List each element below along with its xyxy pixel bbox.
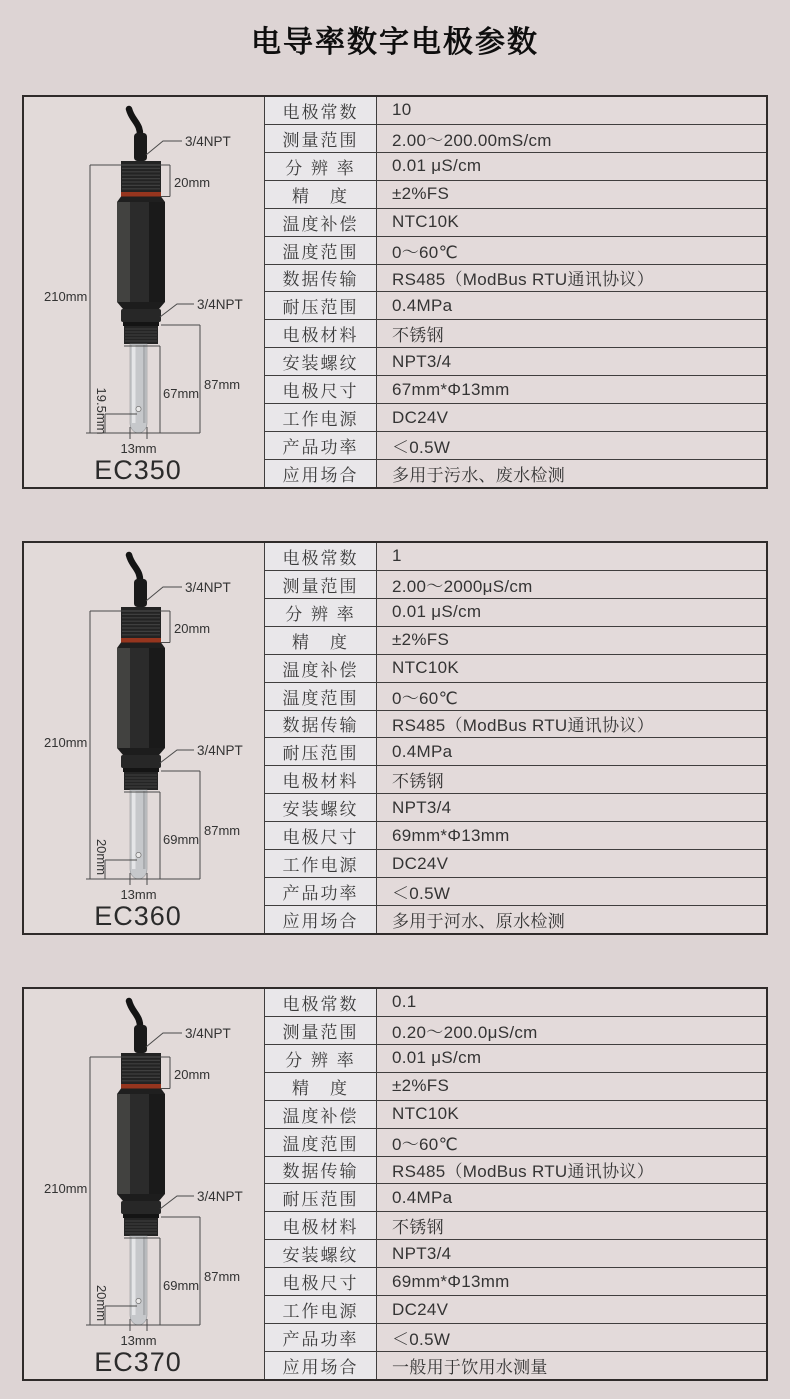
spec-row: [265, 124, 766, 152]
spec-row: [265, 1044, 766, 1072]
spec-label: 电极尺寸: [265, 1268, 377, 1295]
spec-value: DC24V: [377, 1296, 766, 1323]
spec-label: 温度补偿: [265, 655, 377, 682]
spec-value: 0.01 μS/cm: [377, 153, 766, 180]
spec-row: [265, 375, 766, 403]
spec-value: RS485（ModBus RTU通讯协议）: [377, 1157, 766, 1184]
spec-row: [265, 1323, 766, 1351]
spec-label: 工作电源: [265, 404, 377, 431]
dim-immersion-length: 87mm: [204, 1269, 241, 1284]
spec-value: 0～60℃: [377, 1129, 766, 1156]
spec-row: [265, 97, 766, 124]
model-label: EC360: [94, 901, 182, 931]
spec-row: [265, 682, 766, 710]
body-bevel: [117, 643, 165, 649]
spec-value: ＜0.5W: [377, 432, 766, 459]
spec-row: [265, 793, 766, 821]
dim-immersion-length: 87mm: [204, 377, 241, 392]
spec-row: [265, 431, 766, 459]
electrode-svg: [24, 97, 264, 487]
spec-row: [265, 626, 766, 654]
spec-label: 电极尺寸: [265, 376, 377, 403]
o-ring: [121, 192, 161, 197]
spec-value: 67mm*Φ13mm: [377, 376, 766, 403]
spec-label: 温度范围: [265, 237, 377, 264]
sensor-drawing: [117, 1001, 165, 1325]
spec-row: [265, 152, 766, 180]
spec-label: 应用场合: [265, 906, 377, 933]
dim-total-length: 210mm: [44, 289, 88, 304]
spec-value: ±2%FS: [377, 1073, 766, 1100]
spec-value: NTC10K: [377, 1101, 766, 1128]
dim-hole-offset: 19.5mm: [94, 387, 109, 435]
spec-value: 0.01 μS/cm: [377, 599, 766, 626]
dim-hole-offset: 20mm: [94, 1284, 109, 1322]
spec-label: 分 辨 率: [265, 599, 377, 626]
spec-value: 0.01 μS/cm: [377, 1045, 766, 1072]
spec-value: 0.4MPa: [377, 292, 766, 319]
dim-probe-diameter: 13mm: [120, 1333, 157, 1348]
collar: [123, 768, 159, 772]
spec-label: 工作电源: [265, 850, 377, 877]
spec-value: 不锈钢: [377, 1212, 766, 1239]
spec-row: [265, 905, 766, 933]
spec-value: 2.00～200.00mS/cm: [377, 125, 766, 152]
dim-npt-top: 3/4NPT: [185, 1026, 231, 1041]
body-bevel: [117, 1089, 165, 1095]
spec-value: NPT3/4: [377, 348, 766, 375]
spec-label: 耐压范围: [265, 292, 377, 319]
spec-value: NTC10K: [377, 209, 766, 236]
spec-label: 数据传输: [265, 1157, 377, 1184]
spec-row: [265, 1016, 766, 1044]
spec-value: 69mm*Φ13mm: [377, 822, 766, 849]
spec-value: 0.1: [377, 989, 766, 1016]
probe-hole: [136, 406, 141, 411]
spec-value: 0.4MPa: [377, 738, 766, 765]
hex-nut: [121, 1201, 161, 1214]
spec-value: 多用于污水、废水检测: [377, 460, 766, 487]
cable-gland: [134, 133, 147, 161]
spec-label: 数据传输: [265, 265, 377, 292]
spec-row: [265, 570, 766, 598]
spec-label: 耐压范围: [265, 1184, 377, 1211]
spec-row: [265, 1072, 766, 1100]
spec-label: 应用场合: [265, 1352, 377, 1379]
electrode-diagram: [24, 543, 264, 933]
spec-value: NPT3/4: [377, 794, 766, 821]
spec-label: 测量范围: [265, 571, 377, 598]
dim-immersion-length: 87mm: [204, 823, 241, 838]
product-card-ec350: [22, 95, 768, 489]
spec-row: [265, 765, 766, 793]
o-ring: [121, 1084, 161, 1089]
sensor-cap-threads: [121, 607, 161, 638]
sensor-cable: [129, 109, 140, 137]
sensor-drawing: [117, 555, 165, 879]
spec-label: 产品功率: [265, 432, 377, 459]
spec-label: 电极常数: [265, 543, 377, 570]
dim-probe-length: 69mm: [163, 1278, 200, 1293]
model-label: EC350: [94, 455, 182, 485]
dim-total-length: 210mm: [44, 1181, 88, 1196]
sensor-cable: [129, 1001, 140, 1029]
dim-cap-length: 20mm: [174, 1067, 211, 1082]
spec-label: 产品功率: [265, 878, 377, 905]
electrode-diagram: [24, 97, 264, 487]
product-card-ec370: [22, 987, 768, 1381]
spec-table: [264, 989, 766, 1379]
sensor-cable: [129, 555, 140, 583]
body-bevel: [117, 197, 165, 203]
spec-row: [265, 877, 766, 905]
spec-row: [265, 236, 766, 264]
spec-label: 分 辨 率: [265, 153, 377, 180]
spec-label: 电极尺寸: [265, 822, 377, 849]
spec-row: [265, 180, 766, 208]
dim-probe-length: 67mm: [163, 386, 200, 401]
spec-label: 测量范围: [265, 1017, 377, 1044]
dim-cap-length: 20mm: [174, 175, 211, 190]
probe-hole: [136, 1298, 141, 1303]
spec-label: 安装螺纹: [265, 1240, 377, 1267]
spec-value: DC24V: [377, 404, 766, 431]
spec-label: 分 辨 率: [265, 1045, 377, 1072]
spec-label: 精 度: [265, 181, 377, 208]
hex-nut: [121, 755, 161, 768]
spec-label: 温度补偿: [265, 209, 377, 236]
spec-row: [265, 1295, 766, 1323]
spec-row: [265, 347, 766, 375]
electrode-svg: [24, 989, 264, 1379]
body-taper: [117, 748, 165, 755]
spec-label: 精 度: [265, 627, 377, 654]
spec-label: 工作电源: [265, 1296, 377, 1323]
spec-value: 一般用于饮用水测量: [377, 1352, 766, 1379]
dim-total-length: 210mm: [44, 735, 88, 750]
spec-label: 温度范围: [265, 683, 377, 710]
spec-label: 电极材料: [265, 320, 377, 347]
spec-label: 数据传输: [265, 711, 377, 738]
spec-row: [265, 1156, 766, 1184]
spec-row: [265, 1128, 766, 1156]
dim-npt-top: 3/4NPT: [185, 134, 231, 149]
collar: [123, 1214, 159, 1218]
spec-label: 温度范围: [265, 1129, 377, 1156]
spec-row: [265, 849, 766, 877]
dim-hole-offset: 20mm: [94, 838, 109, 876]
probe-hole: [136, 852, 141, 857]
spec-row: [265, 1211, 766, 1239]
dim-npt-mid: 3/4NPT: [197, 743, 243, 758]
body-taper: [117, 302, 165, 309]
spec-label: 电极材料: [265, 1212, 377, 1239]
body-taper: [117, 1194, 165, 1201]
spec-label: 应用场合: [265, 460, 377, 487]
spec-label: 电极材料: [265, 766, 377, 793]
spec-value: RS485（ModBus RTU通讯协议）: [377, 265, 766, 292]
spec-label: 电极常数: [265, 989, 377, 1016]
spec-label: 温度补偿: [265, 1101, 377, 1128]
dim-npt-top: 3/4NPT: [185, 580, 231, 595]
spec-value: 10: [377, 97, 766, 124]
spec-row: [265, 1267, 766, 1295]
spec-value: 2.00～2000μS/cm: [377, 571, 766, 598]
product-card-ec360: [22, 541, 768, 935]
electrode-diagram: [24, 989, 264, 1379]
dim-npt-mid: 3/4NPT: [197, 1189, 243, 1204]
spec-value: NPT3/4: [377, 1240, 766, 1267]
spec-value: 多用于河水、原水检测: [377, 906, 766, 933]
spec-value: NTC10K: [377, 655, 766, 682]
spec-row: [265, 1351, 766, 1379]
spec-row: [265, 208, 766, 236]
spec-label: 电极常数: [265, 97, 377, 124]
spec-table: [264, 543, 766, 933]
spec-value: ＜0.5W: [377, 878, 766, 905]
spec-row: [265, 989, 766, 1016]
cable-gland: [134, 1025, 147, 1053]
dim-probe-length: 69mm: [163, 832, 200, 847]
spec-row: [265, 291, 766, 319]
spec-row: [265, 319, 766, 347]
spec-table: [264, 97, 766, 487]
spec-row: [265, 264, 766, 292]
spec-value: ＜0.5W: [377, 1324, 766, 1351]
spec-value: ±2%FS: [377, 627, 766, 654]
collar: [123, 322, 159, 326]
sensor-drawing: [117, 109, 165, 433]
dim-probe-diameter: 13mm: [120, 441, 157, 456]
dim-probe-diameter: 13mm: [120, 887, 157, 902]
spec-value: 不锈钢: [377, 766, 766, 793]
spec-label: 耐压范围: [265, 738, 377, 765]
electrode-svg: [24, 543, 264, 933]
spec-row: [265, 737, 766, 765]
spec-label: 安装螺纹: [265, 794, 377, 821]
spec-label: 产品功率: [265, 1324, 377, 1351]
dim-cap-length: 20mm: [174, 621, 211, 636]
spec-label: 安装螺纹: [265, 348, 377, 375]
spec-row: [265, 710, 766, 738]
spec-label: 精 度: [265, 1073, 377, 1100]
spec-row: [265, 598, 766, 626]
spec-value: ±2%FS: [377, 181, 766, 208]
cable-gland: [134, 579, 147, 607]
spec-row: [265, 821, 766, 849]
spec-value: DC24V: [377, 850, 766, 877]
spec-label: 测量范围: [265, 125, 377, 152]
spec-row: [265, 403, 766, 431]
page-title: 电导率数字电极参数: [251, 26, 539, 59]
sensor-cap-threads: [121, 1053, 161, 1084]
spec-row: [265, 543, 766, 570]
spec-value: 1: [377, 543, 766, 570]
sensor-cap-threads: [121, 161, 161, 192]
spec-value: RS485（ModBus RTU通讯协议）: [377, 711, 766, 738]
spec-value: 69mm*Φ13mm: [377, 1268, 766, 1295]
spec-row: [265, 1183, 766, 1211]
model-label: EC370: [94, 1347, 182, 1377]
spec-row: [265, 1100, 766, 1128]
spec-row: [265, 1239, 766, 1267]
spec-value: 0～60℃: [377, 237, 766, 264]
spec-value: 0.4MPa: [377, 1184, 766, 1211]
spec-value: 不锈钢: [377, 320, 766, 347]
spec-value: 0.20～200.0μS/cm: [377, 1017, 766, 1044]
hex-nut: [121, 309, 161, 322]
spec-value: 0～60℃: [377, 683, 766, 710]
dim-npt-mid: 3/4NPT: [197, 297, 243, 312]
o-ring: [121, 638, 161, 643]
spec-row: [265, 459, 766, 487]
spec-row: [265, 654, 766, 682]
